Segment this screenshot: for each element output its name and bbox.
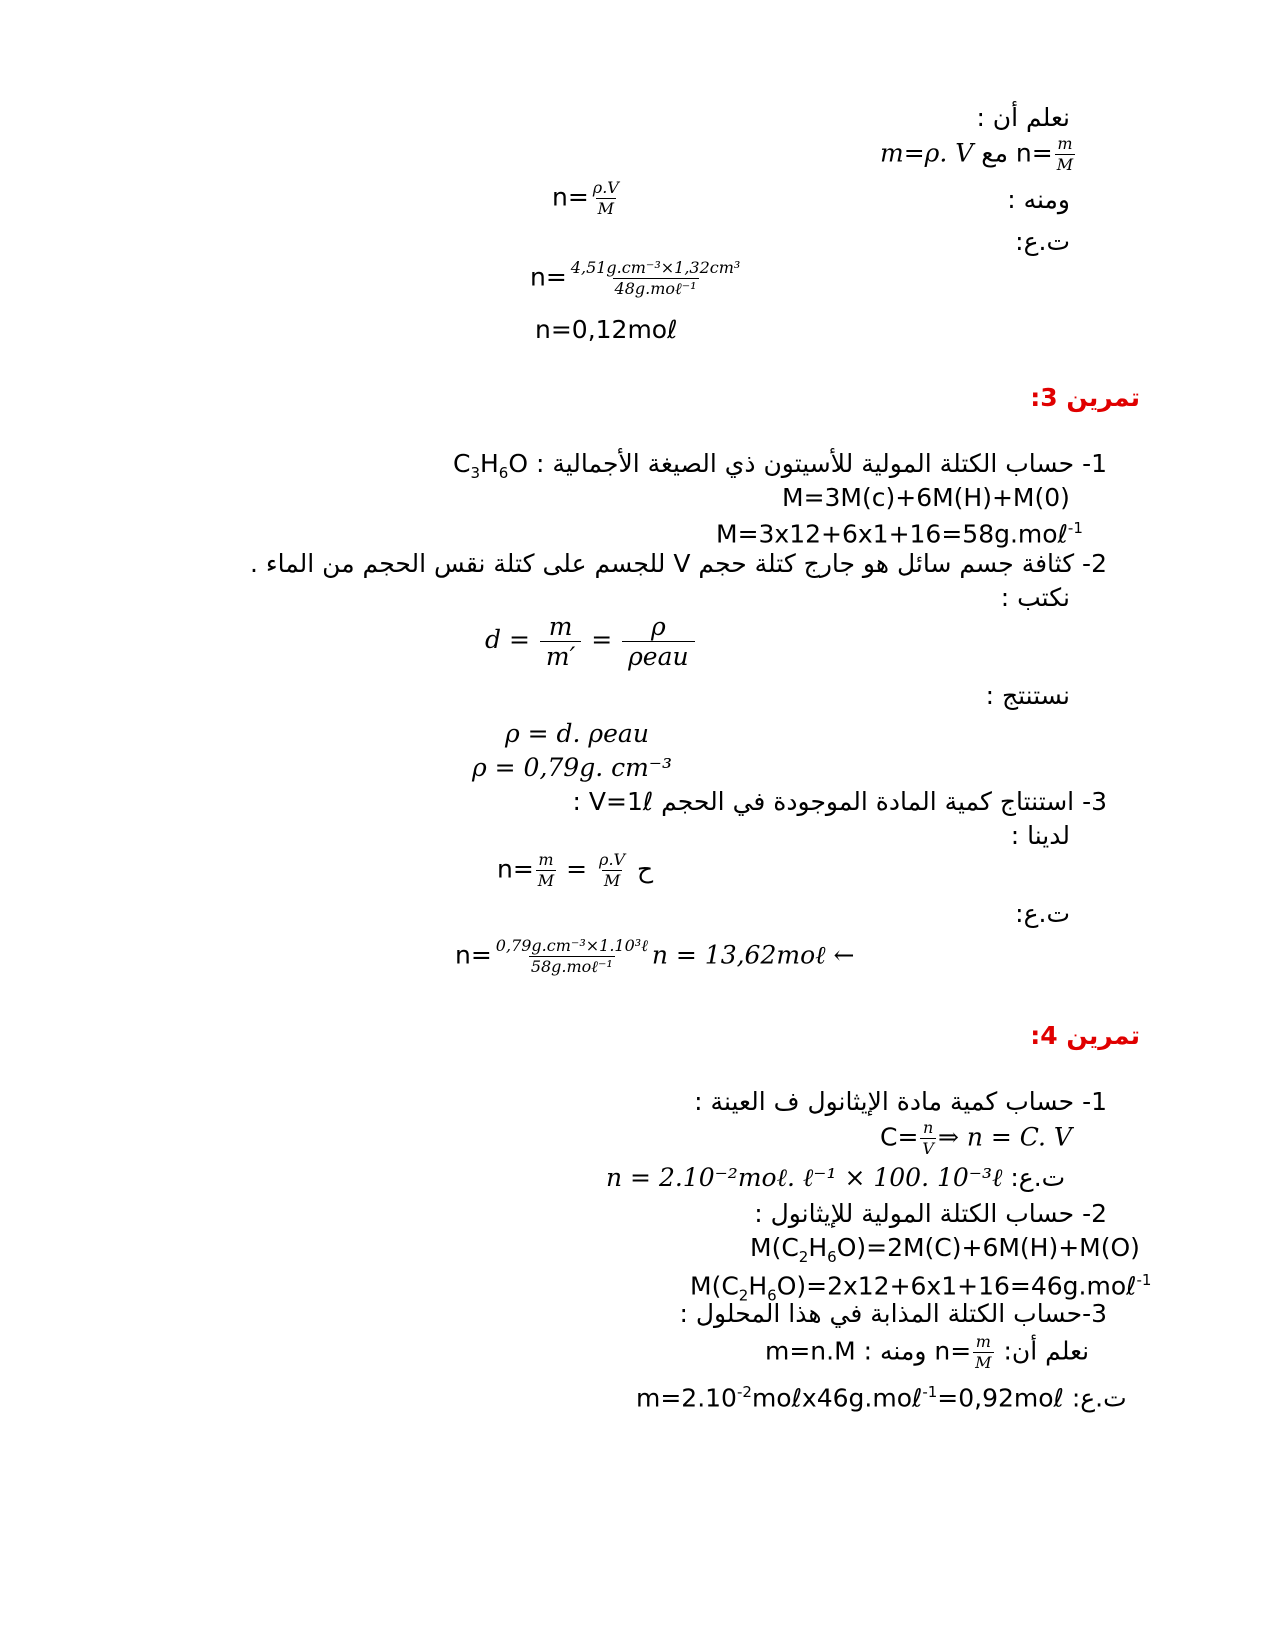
acetone-formula: $C_3H_6O$ — [452, 449, 529, 482]
ex4-q1-line: 1- حساب كمية مادة الإيثانول ف العينة : — [694, 1087, 1107, 1116]
ex3-n-formula: n= $\frac{m}{M}$ = $\frac{\rho.V}{M}$ ح — [497, 850, 654, 890]
n-result: n=0,12moℓ — [535, 315, 678, 344]
exercise-4-title: تمرين 4: — [1030, 1021, 1140, 1050]
have-label: لدينا : — [1010, 821, 1070, 850]
numeric-fraction: $\frac{\text{4,51g.cm⁻³×1,32cm³}}{\text{48g.moℓ⁻¹}}$ — [570, 258, 741, 298]
n-m-over-M-fraction: $\frac{m}{M}$ — [1056, 134, 1074, 174]
n-over-V: $\frac{n}{V}$ — [922, 1118, 934, 1158]
rho-equation-2: ρ = 0,79g. cm⁻³ — [472, 753, 673, 782]
ex3-molar-mass-expression: M=3M(c)+6M(H)+M(0) — [782, 483, 1070, 512]
rho-equation-1: ρ = d. ρeau — [505, 719, 649, 748]
ex4-q3-line: 3-حساب الكتلة المذابة في هذا المحلول : — [679, 1299, 1107, 1328]
n-eq-prefix: n= — [1015, 138, 1053, 168]
application-label-1: ت.ع: — [1015, 227, 1070, 256]
ex3-q2-line: 2- كثافة جسم سائل هو جارج كتلة حجم V للجسم على كتلة نقس الحجم من الماء . — [249, 549, 1107, 578]
density-formula: d = $\frac{m}{m'}$ = $\frac{\rho}{\text{ρeau}}$ — [485, 612, 697, 671]
n-numeric-fraction: n= $\frac{\text{4,51g.cm⁻³×1,32cm³}}{\text{48g.moℓ⁻¹}}$ — [530, 258, 741, 298]
ex4-q2-line: 2- حساب الكتلة المولية للإيثانول : — [754, 1199, 1107, 1228]
ex3-q3-line: 3- استنتاج كمية المادة الموجودة في الحجم V=1ℓ : — [572, 787, 1107, 816]
ex3-molar-mass-value: M=3x12+6x1+16=58g.moℓ$^{-1}$ — [716, 519, 1083, 549]
ex4-mass-formula-line: m=n.M ومنه : n= $\frac{m}{M}$ نعلم أن: — [765, 1332, 1090, 1372]
ex4-mass-calculation: $m=2.10^{-2}mo\ell x46g.mo\ell^{-1}=0,92mo\ell$ ت.ع: — [636, 1383, 1127, 1413]
rhoV-over-M: $\frac{\rho.V}{M}$ — [599, 850, 626, 890]
ex3-n-fraction: $\frac{\text{0,79g.cm⁻³×1.10³ℓ}}{\text{58g.moℓ⁻¹}}$ — [495, 936, 648, 976]
rhoV-over-M-fraction: $\frac{\rho.V}{M}$ — [592, 178, 619, 218]
m-over-M: $\frac{m}{M}$ — [537, 850, 555, 890]
m-over-m-prime: $\frac{m}{m'}$ — [540, 612, 581, 671]
with-word: مع — [981, 138, 1008, 168]
hence-label: ومنه : — [1007, 185, 1070, 214]
known-label: نعلم أن : — [976, 103, 1070, 132]
ethanol-molar-mass-value: $M(C_2H_6O)=2x12+6x1+16=46g.mo\ell^{-1}$ — [690, 1271, 1152, 1305]
m-rho-v-line — [880, 136, 1077, 173]
application-label-2: ت.ع: — [1015, 899, 1070, 928]
m-over-M-ex4: $\frac{m}{M}$ — [975, 1332, 992, 1372]
ex4-n-calc-line: n = 2.10⁻²moℓ. ℓ⁻¹ × 100. 10⁻³ℓ ت.ع: — [606, 1163, 1066, 1192]
concentration-formula: C= $\frac{n}{V}$ ⇒ n = C. V — [880, 1118, 1072, 1158]
m-eq: m=ρ. V — [880, 138, 974, 168]
ethanol-molar-mass-expression: $M(C_2H_6O)=2M(C)+6M(H)+M(O)$ — [750, 1233, 1140, 1266]
ex3-n-calculation: n= $\frac{\text{0,79g.cm⁻³×1.10³ℓ}}{\text{58g.moℓ⁻¹}}$ n = 13,62moℓ ← — [455, 936, 855, 976]
ex3-q1-line: 1- حساب الكتلة المولية للأسيتون ذي الصيغة الأجمالية : $C_3H_6O$ — [452, 449, 1107, 482]
exercise-3-title: تمرين 3: — [1030, 383, 1140, 412]
write-label: نكتب : — [1000, 583, 1070, 612]
n-rhoV-over-M: n= $\frac{\rho.V}{M}$ — [552, 178, 619, 218]
deduce-label: نستنتج : — [985, 681, 1070, 710]
rho-over-rho-eau: $\frac{\rho}{\text{ρeau}}$ — [622, 612, 695, 671]
